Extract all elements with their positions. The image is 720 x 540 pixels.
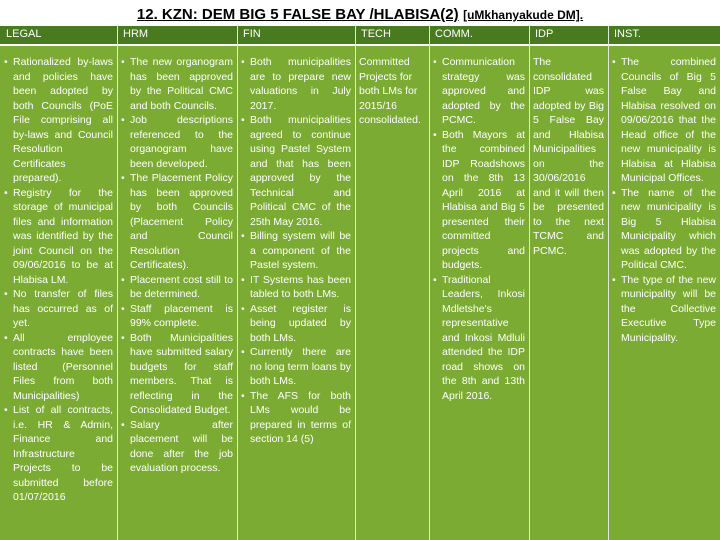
column-divider [355,26,356,540]
column-divider [429,26,430,540]
fin-item: • Asset register is being updated by both LMs. [241,302,351,346]
comm-column [429,46,529,540]
tech-text: Committed Projects for both LMs for 2015/16 consolidated. [359,56,421,126]
legal-column [0,46,117,540]
hrm-item: • Job descriptions referenced to the organogram have been developed. [121,113,233,171]
hrm-item: • The new organogram has been approved by the Political CMC and both Councils. [121,55,233,113]
column-divider [117,26,118,540]
inst-item: • The combined Councils of Big 5 False Bay and Hlabisa resolved on 09/06/2016 that the Head office of the new municipality is Hlabisa at Hlabisa Municipal Offices. [612,55,716,186]
fin-item: • Both municipalities are to prepare new valuations in July 2017. [241,55,351,113]
header-fin: FIN [237,26,355,44]
inst-item: • The type of the new municipality will be the Collective Executive Type Municipality. [612,273,716,346]
tech-column [355,46,429,540]
fin-item: • The AFS for both LMs would be prepared in terms of section 14 (5) [241,389,351,447]
inst-column [608,46,720,540]
column-divider [237,26,238,540]
fin-item: • Both municipalities agreed to continue using Pastel System and that has been approved by the Technical and Political CMC of the 25th May 2016. [241,113,351,229]
header-inst: INST. [608,26,720,44]
page-title [0,0,720,26]
hrm-item: • The Placement Policy has been approved by both Councils (Placement Policy and Council Resolution Certificates). [121,171,233,273]
column-divider [608,26,609,540]
hrm-item: • Placement cost still to be determined. [121,273,233,302]
fin-item: • Currently there are no long term loans by both LMs. [241,345,351,389]
comm-item: • Traditional Leaders, Inkosi Mdletshe's representative and Inkosi Mdluli attended the IDP road shows on the 8th and 13th April 2016. [433,273,525,404]
fin-item: • Billing system will be a component of the Pastel system. [241,229,351,273]
legal-item: • All employee contracts have been listed (Personnel Files from both Municipalities) [4,331,113,404]
title-main: 12. KZN: DEM BIG 5 FALSE BAY /HLABISA(2) [136,6,459,23]
hrm-column [117,46,237,540]
header-comm: COMM. [429,26,529,44]
header-idp: IDP [529,26,608,44]
comm-item: • Communication strategy was approved and adopted by the PCMC. [433,55,525,128]
comm-item: • Both Mayors at the combined IDP Roadshows on the 8th 13 April 2016 at Hlabisa and Big 5 presented their committed projects and budgets. [433,128,525,273]
fin-item: • IT Systems has been tabled to both LMs. [241,273,351,302]
legal-item: • Rationalized by-laws and policies have been adopted by both Councils (PoE File comprising all by-laws and Council Resolution Certificates prepared). [4,55,113,186]
hrm-item: • Salary after placement will be done after the job evaluation process. [121,418,233,476]
column-divider [529,26,530,540]
hrm-item: • Staff placement is 99% complete. [121,302,233,331]
status-table [0,26,720,540]
title-sub: [uMkhanyakude DM]. [463,8,584,22]
header-legal: LEGAL [0,26,117,44]
idp-column [529,46,608,540]
idp-text: The consolidated IDP was adopted by Big 5 False Bay and Hlabisa Municipalities on the 30/06/2016 and it will then be presented to the next TCMC and PCMC. [533,56,604,257]
header-tech: TECH [355,26,429,44]
header-hrm: HRM [117,26,237,44]
inst-item: • The name of the new municipality is Big 5 Hlabisa Municipality which was adopted by the Political CMC. [612,186,716,273]
legal-item: • No transfer of files has occurred as of yet. [4,287,113,331]
fin-column [237,46,355,540]
legal-item: • List of all contracts, i.e. HR & Admin, Finance and Infrastructure Projects to be submitted before 01/07/2016 [4,403,113,505]
hrm-item: • Both Municipalities have submitted salary budgets for staff members. That is reflecting in the Consolidated Budget. [121,331,233,418]
legal-item: • Registry for the storage of municipal files and information was identified by the joint Council on the 09/06/2016 to be at Hlabisa LM. [4,186,113,288]
